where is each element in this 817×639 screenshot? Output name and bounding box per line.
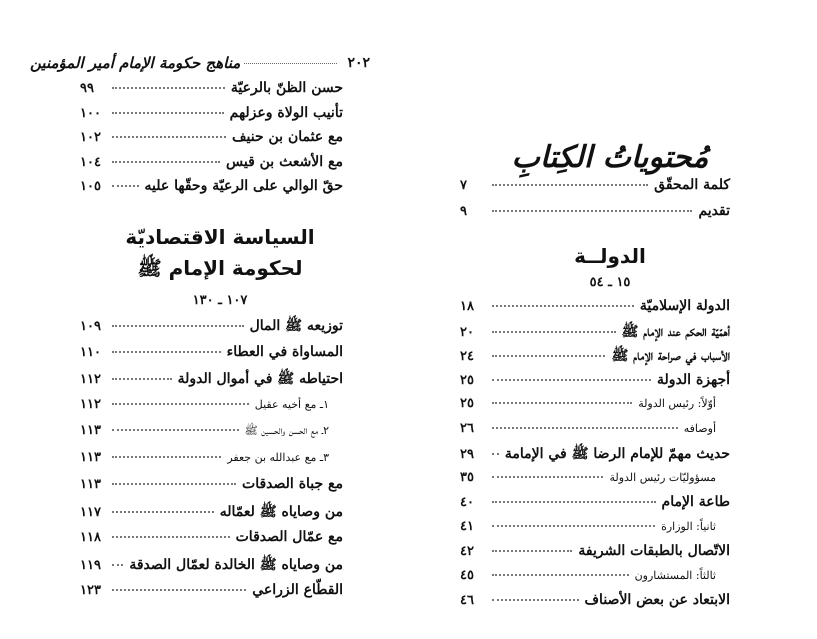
toc-entry-page: ١١٢ <box>80 372 101 387</box>
leader-dots <box>112 456 221 458</box>
toc-entry-title: مع عمّال الصدقات <box>235 529 343 545</box>
toc-entry <box>460 177 730 197</box>
toc-entry <box>80 556 343 576</box>
toc-entry-title: ثالثاً: المستشارون <box>634 568 716 582</box>
toc-entry-title: مع عثمان بن حنيف <box>232 129 343 145</box>
toc-entry-page: ١٠٥ <box>80 179 101 194</box>
leader-dots <box>492 599 579 601</box>
toc-entry <box>80 317 343 337</box>
toc-entry-page: ١١٣ <box>80 477 101 492</box>
leader-dots <box>112 136 226 138</box>
toc-entry-title: أوصافه <box>683 421 716 435</box>
toc-entry-page: ٤٦ <box>460 593 474 608</box>
toc-entry <box>460 421 716 441</box>
toc-entry <box>460 445 730 465</box>
section-title-economic-line2: لحكومة الإمام ﷺ <box>137 256 303 280</box>
toc-entry <box>460 543 730 563</box>
leader-dots <box>492 331 616 333</box>
toc-entry-page: ٧ <box>460 178 467 193</box>
toc-entry-title: المساواة في العطاء <box>226 343 343 360</box>
leader-dots <box>112 403 249 405</box>
leader-dots <box>492 379 651 381</box>
leader-dots <box>244 63 337 64</box>
toc-entry <box>80 105 343 125</box>
leader-dots <box>112 87 225 89</box>
toc-entry-title: أجهزة الدولة <box>657 371 730 388</box>
leader-dots <box>492 305 634 307</box>
toc-entry-title: أوّلاً: رئيس الدولة <box>638 397 716 410</box>
toc-entry-title: مسؤوليّات رئيس الدولة <box>609 470 716 484</box>
toc-entry-page: ٢٤ <box>460 349 474 364</box>
toc-entry-title: احتياطه ﷺ في أموال الدولة <box>177 371 343 387</box>
toc-entry-title: طاعة الإمام <box>661 494 730 510</box>
leader-dots <box>112 378 172 380</box>
toc-entry-page: ٩٩ <box>80 81 94 96</box>
section-title-economic: السياسة الاقتصاديّة <box>125 225 315 249</box>
toc-entry-title: مع الأشعث بن قيس <box>226 153 343 170</box>
toc-entry-page: ٢٥ <box>460 396 474 411</box>
toc-entry-page: ٤٢ <box>460 544 474 559</box>
toc-entry-title: حقّ الوالي على الرعيّة وحقّها عليه <box>144 178 343 194</box>
section-page-range: ١٠٧ ـ ١٣٠ <box>192 293 248 308</box>
toc-entry-page: ١١٨ <box>80 530 101 545</box>
leader-dots <box>112 351 221 353</box>
toc-entry-page: ٩ <box>460 204 467 219</box>
toc-entry <box>460 203 730 223</box>
toc-entry-page: ١١٣ <box>80 423 101 438</box>
leader-dots <box>492 184 648 186</box>
toc-entry <box>80 370 343 390</box>
leader-dots <box>492 476 603 478</box>
toc-entry <box>80 529 343 549</box>
toc-entry-page: ٢٥ <box>460 372 474 388</box>
toc-entry-page: ١٢٣ <box>80 583 101 598</box>
toc-entry <box>460 592 730 612</box>
toc-entry <box>460 494 730 514</box>
toc-entry-title: من وصاياه ﷺ لعمّاله <box>219 503 343 520</box>
section-title-state: الدولــة <box>574 244 646 268</box>
toc-entry-title: من وصاياه ﷺ الخالدة لعمّال الصدقة <box>129 556 343 573</box>
toc-entry-title: ٣ـ مع عبدالله بن جعفر <box>227 450 329 464</box>
left-page <box>0 0 400 639</box>
toc-entry <box>80 450 329 470</box>
leader-dots <box>492 402 632 404</box>
leader-dots <box>112 511 214 513</box>
toc-entry-page: ١١٠ <box>80 344 101 360</box>
leader-dots <box>492 550 572 552</box>
toc-entry <box>460 372 730 392</box>
toc-entry-page: ١٠٢ <box>80 130 101 145</box>
toc-entry-page: ٤٥ <box>460 567 474 583</box>
leader-dots <box>492 355 605 357</box>
toc-entry-title: ٢ـ مع الحسن والحسين ﷺ <box>244 424 329 437</box>
leader-dots <box>112 536 230 538</box>
leader-dots <box>112 589 246 591</box>
toc-entry-title: الدولة الإسلاميّة <box>639 298 730 314</box>
toc-entry <box>80 582 343 602</box>
toc-entry-title: أهمّيّة الحكم عند الإمام ﷺ <box>621 323 730 340</box>
toc-entry-page: ١١٣ <box>80 449 101 465</box>
toc-entry <box>460 568 716 588</box>
toc-entry-page: ٢٠ <box>460 324 474 340</box>
toc-entry <box>80 397 329 417</box>
toc-entry <box>80 178 343 198</box>
toc-entry <box>460 323 730 343</box>
toc-entry <box>460 470 716 490</box>
toc-entry-page: ١٠٤ <box>80 154 101 170</box>
toc-entry <box>460 396 716 416</box>
book-title: مُحتوياتُ الكِتابِ <box>511 140 709 175</box>
leader-dots <box>112 483 236 485</box>
leader-dots <box>112 112 224 114</box>
toc-entry-title: الأسباب في صراحة الإمام ﷺ <box>611 348 730 364</box>
leader-dots <box>112 161 220 163</box>
toc-entry <box>80 423 329 443</box>
toc-entry <box>80 344 343 364</box>
toc-entry-page: ١١٩ <box>80 557 101 573</box>
toc-entry-title: ١ـ مع أخيه عقيل <box>254 397 329 411</box>
toc-entry-title: حديث مهمّ للإمام الرضا ﷺ في الإمامة <box>504 446 730 462</box>
leader-dots <box>492 501 656 503</box>
toc-entry-page: ١٠٩ <box>80 319 101 334</box>
toc-entry-page: ١١٧ <box>80 504 101 520</box>
toc-entry-title: تقديم <box>698 203 730 219</box>
leader-dots <box>112 185 139 187</box>
leader-dots <box>112 564 123 566</box>
toc-entry-title: الابتعاد عن بعض الأصناف <box>584 592 730 608</box>
toc-entry-title: ثانياً: الوزارة <box>661 519 716 533</box>
toc-entry-page: ١١٢ <box>80 396 101 412</box>
toc-entry <box>460 347 730 367</box>
toc-entry-page: ٢٩ <box>460 447 474 462</box>
right-page <box>410 0 817 639</box>
toc-entry-title: الاتّصال بالطبقات الشريفة <box>578 543 730 559</box>
toc-entry <box>80 154 343 174</box>
toc-entry <box>460 519 716 539</box>
running-header <box>30 48 370 78</box>
section-page-range: ١٥ ـ ٥٤ <box>589 275 631 290</box>
toc-entry-title: حسن الظنّ بالرعيّة <box>230 80 343 96</box>
toc-entry-title: توزيعه ﷺ المال <box>249 318 343 334</box>
toc-entry-title: القطّاع الزراعي <box>252 582 343 598</box>
toc-entry-page: ٤٠ <box>460 495 474 510</box>
toc-entry <box>80 129 343 149</box>
toc-entry <box>80 503 343 523</box>
leader-dots <box>112 325 244 327</box>
leader-dots <box>492 453 499 455</box>
toc-entry-page: ٣٥ <box>460 469 474 485</box>
running-title: مناهج حكومة الإمام أمير المؤمنين <box>30 54 241 72</box>
toc-entry <box>80 80 343 100</box>
toc-entry <box>80 476 343 496</box>
leader-dots <box>492 525 655 527</box>
toc-entry <box>460 298 730 318</box>
leader-dots <box>492 210 692 212</box>
leader-dots <box>112 429 239 431</box>
toc-entry-page: ٤١ <box>460 518 474 534</box>
toc-entry-page: ١٨ <box>460 299 474 314</box>
toc-entry-page: ١٠٠ <box>80 105 101 121</box>
toc-entry-title: تأنيب الولاة وعزلهم <box>229 104 343 121</box>
leader-dots <box>492 427 678 429</box>
toc-entry-title: كلمة المحقّق <box>654 177 730 193</box>
toc-entry-page: ٢٦ <box>460 420 474 436</box>
toc-entry-title: مع جباة الصدقات <box>242 476 343 492</box>
leader-dots <box>492 574 629 576</box>
page-number: ٢٠٢ <box>347 55 370 71</box>
